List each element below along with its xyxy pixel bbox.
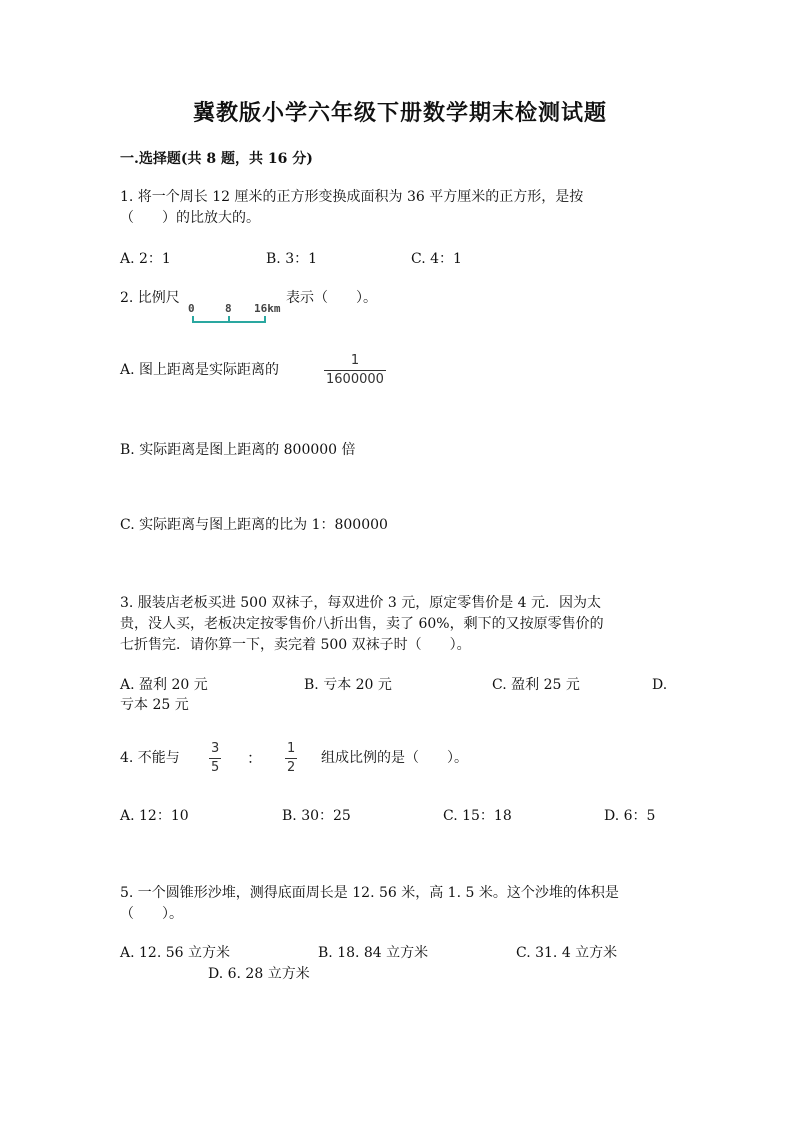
q2-option-c: C. 实际距离与图上距离的比为 1：800000 <box>120 517 388 533</box>
fraction-bar <box>285 758 297 759</box>
q1-option-a: A. 2：1 <box>120 251 171 267</box>
q3-stem-line3: 七折售完．请你算一下，卖完着 500 双袜子时（ ）。 <box>120 637 471 653</box>
fraction-bar <box>324 370 386 371</box>
q3-option-d-continued: 亏本 25 元 <box>120 697 189 713</box>
q2-option-a: A. 图上距离是实际距离的 <box>120 362 280 378</box>
fraction-denominator: 1600000 <box>326 372 384 387</box>
scale-tick-mid <box>228 316 230 322</box>
q3-option-d: D. <box>652 677 668 693</box>
scale-label-16km: 16km <box>254 302 281 315</box>
q2-option-b: B. 实际距离是图上距离的 800000 倍 <box>120 442 356 458</box>
q4-option-d: D. 6：5 <box>604 808 656 824</box>
q3-option-c: C. 盈利 25 元 <box>492 677 580 693</box>
q4-stem-suffix: 组成比例的是（ ）。 <box>321 750 468 766</box>
q4-option-a: A. 12：10 <box>120 808 189 824</box>
q4-option-b: B. 30：25 <box>282 808 351 824</box>
q2-option-a-fraction <box>324 353 386 388</box>
scale-bar-figure <box>184 302 284 326</box>
q4-stem-prefix: 4. 不能与 <box>120 750 180 766</box>
q3-stem-line2: 贵，没人买，老板决定按零售价八折出售，卖了 60%，剩下的又按原零售价的 <box>120 616 604 632</box>
section-heading: 一.选择题(共 8 题，共 16 分) <box>120 151 313 167</box>
fraction-bar <box>209 758 221 759</box>
q1-option-b: B. 3：1 <box>266 251 318 267</box>
q1-stem-line1: 1. 将一个周长 12 厘米的正方形变换成面积为 36 平方厘米的正方形，是按 <box>120 189 584 205</box>
q4-option-c: C. 15：18 <box>443 808 512 824</box>
scale-label-8: 8 <box>225 302 232 315</box>
q3-option-b: B. 亏本 20 元 <box>304 677 392 693</box>
q3-stem-line1: 3. 服装店老板买进 500 双袜子，每双进价 3 元，原定零售价是 4 元．因为太 <box>120 595 602 611</box>
q2-stem-prefix: 2. 比例尺 <box>120 290 180 306</box>
q5-option-b: B. 18. 84 立方米 <box>318 945 429 961</box>
q4-ratio-colon: ： <box>247 749 263 767</box>
fraction-numerator: 1 <box>287 741 296 756</box>
fraction-denominator: 2 <box>287 760 296 775</box>
q1-option-c: C. 4：1 <box>411 251 462 267</box>
page-title: 冀教版小学六年级下册数学期末检测试题 <box>192 100 607 126</box>
q4-fraction-1 <box>209 741 221 776</box>
q4-fraction-2 <box>285 741 297 776</box>
q5-option-a: A. 12. 56 立方米 <box>120 945 230 961</box>
q2-stem-suffix: 表示（ ）。 <box>286 290 377 306</box>
q5-option-c: C. 31. 4 立方米 <box>516 945 618 961</box>
q3-option-a: A. 盈利 20 元 <box>120 677 208 693</box>
q5-option-d: D. 6. 28 立方米 <box>208 966 310 982</box>
scale-tick-end <box>264 316 266 322</box>
q1-stem-line2: （ ）的比放大的。 <box>120 210 260 226</box>
fraction-denominator: 5 <box>211 760 220 775</box>
q5-stem-line2: （ ）。 <box>120 906 183 922</box>
scale-label-0: 0 <box>188 302 195 315</box>
fraction-numerator: 3 <box>211 741 220 756</box>
q5-stem-line1: 5. 一个圆锥形沙堆，测得底面周长是 12. 56 米，高 1. 5 米。这个沙堆的体积是 <box>120 885 619 901</box>
fraction-numerator: 1 <box>350 353 360 368</box>
scale-tick-start <box>192 316 194 322</box>
